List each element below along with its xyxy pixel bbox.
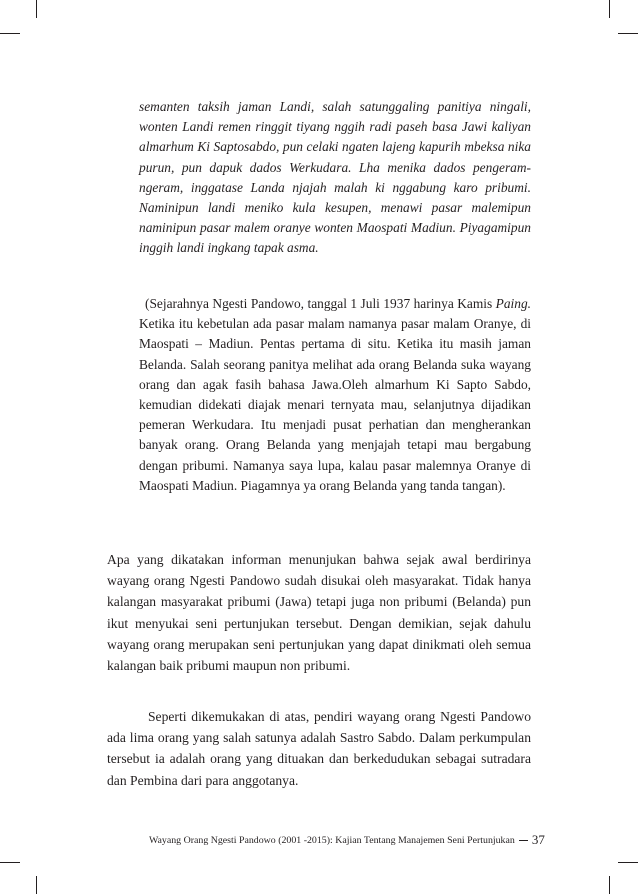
interview-quote-translation [139,294,531,496]
page-number: 37 [531,832,545,847]
footer-rule [519,840,528,841]
crop-mark-top-left-vertical [36,0,37,18]
crop-mark-bottom-right-vertical [609,876,610,894]
body-paragraph: Seperti dikemukakan di atas, pendiri wayang orang Ngesti Pandowo ada lima orang yang salah satunya adalah Sastro Sabdo. Dalam perkumpulan tersebut ia adalah orang yang dituakan dan berkedudukan sebagai sutradara dan Pembina dari para anggotanya. [107,709,531,788]
translation-italic-word: Paing. [495,296,531,311]
crop-mark-bottom-left-horizontal [0,862,20,863]
crop-mark-bottom-right-horizontal [618,862,638,863]
body-paragraph: Apa yang dikatakan informan menunjukan bahwa sejak awal berdirinya wayang orang Ngesti Pandowo sudah disukai oleh masyarakat. Tidak hanya kalangan masyarakat pribumi (Jawa) tetapi juga non pribumi (Belanda) pun ikut menyukai seni pertunjukan tersebut. Dengan demikian, sejak dahulu wayang orang merupakan seni pertunjukan yang dapat dinikmati oleh semua kalangan baik pribumi maupun non pribumi. [107,552,531,674]
crop-mark-top-right-horizontal [618,33,638,34]
crop-mark-bottom-left-vertical [36,876,37,894]
translation-text-part2: Ketika itu kebetulan ada pasar malam namanya pasar malam Oranye, di Maospati – Madiun. Pentas pertama di situ. Ketika itu masih jaman Belanda. Salah seorang panitya melihat ada orang Belanda suka wayang orang dan agak fasih bahasa Jawa.Oleh almarhum Ki Sapto Sabdo, kemudian didekati diajak menari ternyata mau, selanjutnya dijadikan pemeran Werkudara. Itu menjadi pusat perhatian dan mengherankan banyak orang. Orang Belanda yang menjajah tetapi mau bergabung dengan pribumi. Namanya saya lupa, kalau pasar malemnya Oranye di Maospati Madiun. Piagamnya ya orang Belanda yang tanda tangan). [139,316,531,493]
running-title: Wayang Orang Ngesti Pandowo (2001 -2015): Kajian Tentang Manajemen Seni Pertunjukan [149,834,515,846]
page-footer [149,832,565,848]
interview-quote-javanese: semanten taksih jaman Landi, salah satunggaling panitiya ningali, wonten Landi remen ringgit tiyang nggih radi paseh basa Jawi kaliyan almarhum Ki Saptosabdo, pun celaki ngaten lajeng kapurih mbeksa nika purun, pun dapuk dados Werkudara. Lha menika dados pengeram-ngeram, inggatase Landa njajah malah ki nggabung karo pribumi. Naminipun landi meniko kula kesupen, menawi pasar malemipun naminipun pasar malem oranye wonten Maospati Madiun. Piyagamipun inggih landi ingkang tapak asma. [139,99,531,256]
crop-mark-top-left-horizontal [0,33,20,34]
crop-mark-top-right-vertical [609,0,610,18]
translation-text-part1: (Sejarahnya Ngesti Pandowo, tanggal 1 Juli 1937 harinya Kamis [145,296,496,311]
